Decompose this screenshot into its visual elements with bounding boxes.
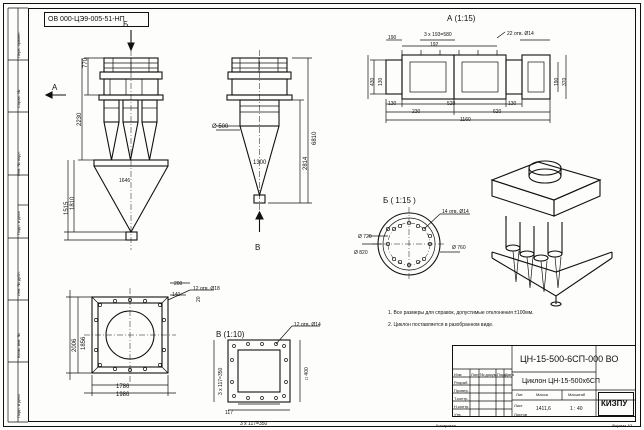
view-b-dim-720: Ø 720 — [358, 234, 372, 240]
stamp-row-prover: Провер. — [454, 388, 469, 393]
stamp-label-sheets: Листов — [514, 412, 527, 417]
side-label-perv-primen: Перв. примен. — [16, 31, 21, 58]
main-dim-1646: 1646 — [119, 178, 131, 184]
note-2: 2. Циклон поставляется в разобранном виде. — [388, 322, 494, 328]
main-dim-1515: 1515 — [64, 201, 70, 215]
view-v-dim-3x117-b: 3 х 117=350 — [240, 421, 268, 427]
side-label-inv-podl: Инв. № подл. — [16, 151, 21, 176]
plan-dim-1986: 1986 — [116, 392, 130, 398]
view-b-title: Б ( 1:15 ) — [383, 196, 416, 205]
plan-dim-1856: 1856 — [81, 336, 87, 350]
side-label-podp-data-2: Подп. и дата — [16, 394, 21, 418]
main-dim-1810: 1810 — [70, 196, 76, 210]
note-1: 1. Все размеры для справок, допустимые отклонения ±100мм. — [388, 310, 534, 316]
stamp-label-mass: Масса — [536, 392, 548, 397]
view-v-dim-12holes: 12 отв. Ø14 — [294, 322, 321, 328]
plan-dim-200: 200 — [174, 281, 183, 287]
stamp-header-docum: № докум. — [480, 372, 498, 377]
view-b-dim-820: Ø 820 — [354, 250, 368, 256]
arrow-a-label: А — [52, 83, 58, 92]
org-logo-label: КИЗПУ — [601, 399, 628, 408]
view-a-dim-190: 190 — [388, 35, 397, 41]
view-a-dim-230: 230 — [412, 109, 421, 115]
stamp-header-izm: Изм — [454, 372, 462, 377]
stamp-header-data: Дата — [505, 372, 514, 377]
view-a-dim-1160: 1160 — [460, 117, 471, 123]
side-label-vzam-inv: Взам. инв. № — [16, 333, 21, 358]
main-dim-770: 770 — [83, 57, 89, 68]
title-block-name: Циклон ЦН-15-500х6СП — [522, 378, 600, 385]
side-label-podp-data-1: Подп. и дата — [16, 211, 21, 235]
view-v-dim-sq400: □ 400 — [304, 367, 310, 380]
stamp-value-scale: 1 : 40 — [570, 406, 583, 412]
stamp-header-list: Лист — [471, 372, 480, 377]
view-a-dim-22holes: 22 отв. Ø14 — [507, 31, 534, 37]
stamp-label-lit: Лит. — [516, 392, 524, 397]
view-a-dim-370: 370 — [562, 77, 568, 86]
second-dim-d500: Ø 500 — [212, 124, 229, 130]
plan-dim-1786: 1786 — [116, 384, 130, 390]
arrow-b-label: Б — [123, 20, 129, 29]
title-block-code: ЦН-15-500-6СП-000 ВО — [520, 354, 619, 364]
view-a-dim-620: 620 — [493, 109, 502, 115]
stamp-row-tkontr: Т.контр. — [454, 396, 469, 401]
side-label-inv-dubl: Инв. № дубл. — [16, 271, 21, 296]
drawing-code-label: ОВ 000-ЦЭ9-005-51-НП — [48, 16, 125, 23]
stamp-value-mass: 1411,6 — [536, 406, 551, 412]
second-dim-6810: 6810 — [312, 131, 318, 145]
stamp-label-sheet: Лист — [514, 403, 523, 408]
view-a-dim-430: 430 — [370, 77, 376, 86]
view-a-dim-190b: 190 — [554, 77, 560, 86]
stamp-row-razrab: Разраб. — [454, 380, 469, 385]
second-dim-2814: 2814 — [303, 156, 309, 170]
view-a-dim-130b: 130 — [508, 101, 517, 107]
view-b-dim-760: Ø 760 — [452, 245, 466, 251]
footer-kopiroval: Копировал — [436, 423, 457, 428]
view-b-dim-14holes: 14 отв. Ø14 — [442, 209, 469, 215]
view-a-dim-192: 192 — [430, 42, 439, 48]
stamp-header-podp: Подп. — [497, 372, 508, 377]
stamp-row-nkontr: Н.контр. — [454, 404, 470, 409]
view-a-title: А (1:15) — [447, 14, 476, 23]
stamp-row-utv: Утв. — [454, 412, 462, 417]
view-v-title: В (1:10) — [216, 330, 245, 339]
view-a-dim-130c: 130 — [378, 77, 384, 86]
view-v-dim-3x117-a: 3 х 117=350 — [218, 367, 224, 395]
view-a-dim-130a: 130 — [388, 101, 397, 107]
plan-dim-140: 140 — [172, 292, 181, 298]
main-dim-2230: 2230 — [77, 112, 83, 126]
plan-dim-20: 20 — [196, 296, 202, 302]
stamp-label-scale: Масштаб — [568, 392, 586, 397]
view-a-dim-3x193: 3 х 193=580 — [424, 32, 452, 38]
footer-format: Формат А3 — [612, 423, 633, 428]
second-dim-1300: 1300 — [253, 160, 267, 166]
arrow-v-label: В — [255, 243, 261, 252]
view-a-dim-520: 520 — [447, 101, 456, 107]
view-v-dim-117: 117 — [225, 410, 233, 416]
side-label-sprav: Справ. № — [16, 89, 21, 108]
plan-dim-2006: 2006 — [72, 338, 78, 352]
plan-dim-12holes: 12 отв. Ø18 — [193, 286, 220, 292]
